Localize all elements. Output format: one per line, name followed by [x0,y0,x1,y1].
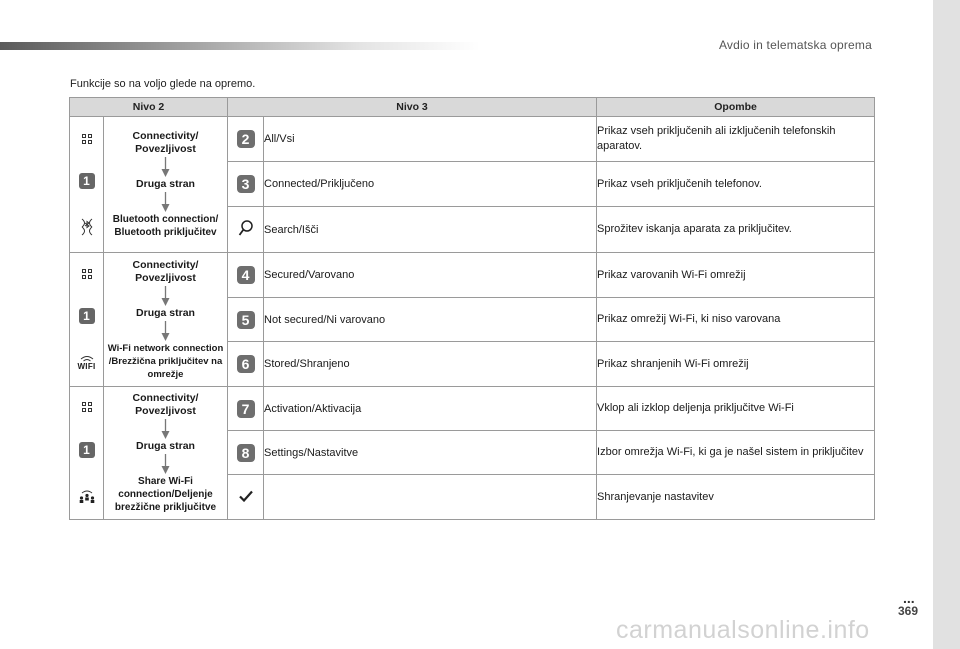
number-badge: 3 [237,175,255,193]
badge-cell [228,298,264,342]
header-gradient-rule [0,42,480,50]
wifi-label: WIFI [77,361,96,371]
flow-connectivity: Connectivity/ Povezljivost [132,130,199,155]
note-cell: Prikaz varovanih Wi-Fi omrežij [597,253,875,298]
group-icons-wifi [70,253,104,387]
table-header-row [70,98,875,117]
level3-cell: Activation/Aktivacija [264,387,597,431]
table-row [70,253,875,298]
note-cell: Izbor omrežja Wi-Fi, ki ga je našel sistem in priključitev [597,431,875,475]
search-icon [238,219,254,237]
badge-cell [228,207,264,253]
group-flow-wifi [104,253,228,387]
number-badge: 4 [237,266,255,284]
watermark: carmanualsonline.info [616,616,870,644]
flow-connectivity: Connectivity/ Povezljivost [132,392,199,417]
header-level3: Nivo 3 [228,98,597,117]
side-tab-bar [933,0,960,649]
group-flow-share [104,387,228,520]
note-cell: Sprožitev iskanja aparata za priključitev. [597,207,875,253]
note-cell: Prikaz shranjenih Wi-Fi omrežij [597,342,875,387]
flow-other-page: Druga stran [136,178,195,190]
arrow-down-icon [161,453,170,475]
level3-cell: Connected/Priključeno [264,162,597,207]
level3-cell: Settings/Nastavitve [264,431,597,475]
connectivity-grid-icon [82,134,92,144]
badge-cell [228,162,264,207]
note-cell: Prikaz omrežij Wi-Fi, ki niso varovana [597,298,875,342]
continue-mark: ... [903,590,915,606]
note-cell: Vklop ali izklop deljenja priključitve Wi-Fi [597,387,875,431]
arrow-down-icon [161,191,170,213]
step-number-badge: 1 [79,442,95,458]
level3-cell: Stored/Shranjeno [264,342,597,387]
bluetooth-icon [79,218,95,236]
flow-wifi-connection: Wi-Fi network connection /Brezžična priključitev na omrežje [107,342,224,380]
level3-cell [264,475,597,520]
flow-other-page: Druga stran [136,440,195,452]
chapter-title: Avdio in telematska oprema [718,38,872,52]
level3-cell: All/Vsi [264,117,597,162]
number-badge: 6 [237,355,255,373]
intro-text: Funkcije so na voljo glede na opremo. [70,78,256,90]
badge-cell [228,475,264,520]
level3-cell: Search/Išči [264,207,597,253]
wifi-icon [77,354,95,371]
connectivity-grid-icon [82,269,92,279]
flow-share-connection: Share Wi-Fi connection/Deljenje brezžične priključitve [114,476,217,513]
note-cell: Prikaz vseh priključenih ali izključenih telefonskih aparatov. [597,117,875,162]
level3-cell: Not secured/Ni varovano [264,298,597,342]
group-icons-share [70,387,104,520]
badge-cell [228,342,264,387]
level3-cell: Secured/Varovano [264,253,597,298]
share-connection-icon [78,488,96,504]
table-row [70,117,875,162]
badge-cell [228,431,264,475]
flow-other-page: Druga stran [136,306,195,319]
menu-table [69,97,875,520]
connectivity-grid-icon [82,402,92,412]
note-cell: Shranjevanje nastavitev [597,475,875,520]
group-flow-bluetooth [104,117,228,253]
group-icons-bluetooth [70,117,104,253]
number-badge: 7 [237,400,255,418]
page-number: 369 [898,604,919,618]
number-badge: 5 [237,311,255,329]
arrow-down-icon [161,156,170,178]
checkmark-icon [239,490,253,502]
badge-cell [228,117,264,162]
arrow-down-icon [161,320,170,342]
flow-bluetooth-connection: Bluetooth connection/ Bluetooth priključitev [112,214,219,238]
flow-connectivity: Connectivity/ Povezljivost [132,258,199,284]
table-row [70,387,875,431]
arrow-down-icon [161,285,170,307]
header-level2: Nivo 2 [70,98,228,117]
step-number-badge: 1 [79,173,95,189]
arrow-down-icon [161,418,170,440]
number-badge: 8 [237,444,255,462]
step-number-badge: 1 [79,308,95,324]
badge-cell [228,387,264,431]
number-badge: 2 [237,130,255,148]
note-cell: Prikaz vseh priključenih telefonov. [597,162,875,207]
header-notes: Opombe [597,98,875,117]
badge-cell [228,253,264,298]
